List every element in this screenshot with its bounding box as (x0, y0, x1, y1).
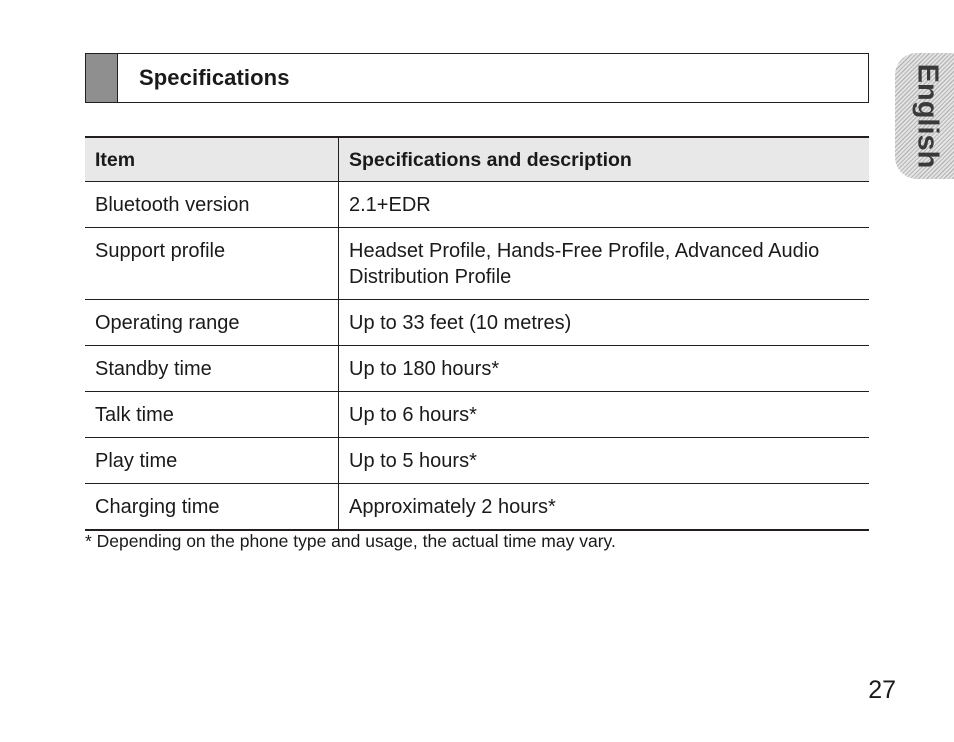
row-spec-cell: Up to 6 hours* (339, 392, 870, 438)
row-spec-cell: 2.1+EDR (339, 182, 870, 228)
section-marker (86, 54, 118, 102)
row-item-cell: Play time (85, 438, 339, 484)
language-tab (895, 53, 954, 179)
row-spec-cell: Approximately 2 hours* (339, 484, 870, 531)
specifications-table (85, 136, 869, 531)
footnote: * Depending on the phone type and usage, the actual time may vary. (85, 531, 616, 551)
table-row (85, 300, 869, 346)
section-title: Specifications (139, 65, 290, 90)
table-row (85, 392, 869, 438)
page-number: 27 (868, 676, 896, 704)
language-tab-label: English (911, 63, 944, 169)
table-row (85, 228, 869, 300)
column-header-item: Item (85, 137, 339, 182)
table-row (85, 438, 869, 484)
row-item-cell: Charging time (85, 484, 339, 531)
row-item-cell: Talk time (85, 392, 339, 438)
row-item-cell: Standby time (85, 346, 339, 392)
row-item-cell: Bluetooth version (85, 182, 339, 228)
row-spec-cell: Up to 5 hours* (339, 438, 870, 484)
section-header (85, 53, 869, 103)
table-row (85, 346, 869, 392)
table-row (85, 484, 869, 531)
row-item-cell: Operating range (85, 300, 339, 346)
table-header-row (85, 137, 869, 182)
row-spec-cell: Up to 180 hours* (339, 346, 870, 392)
row-spec-cell: Up to 33 feet (10 metres) (339, 300, 870, 346)
column-header-spec: Specifications and description (339, 137, 870, 182)
row-item-cell: Support profile (85, 228, 339, 300)
table-row (85, 182, 869, 228)
row-spec-cell: Headset Profile, Hands-Free Profile, Advanced Audio Distribution Profile (339, 228, 870, 300)
